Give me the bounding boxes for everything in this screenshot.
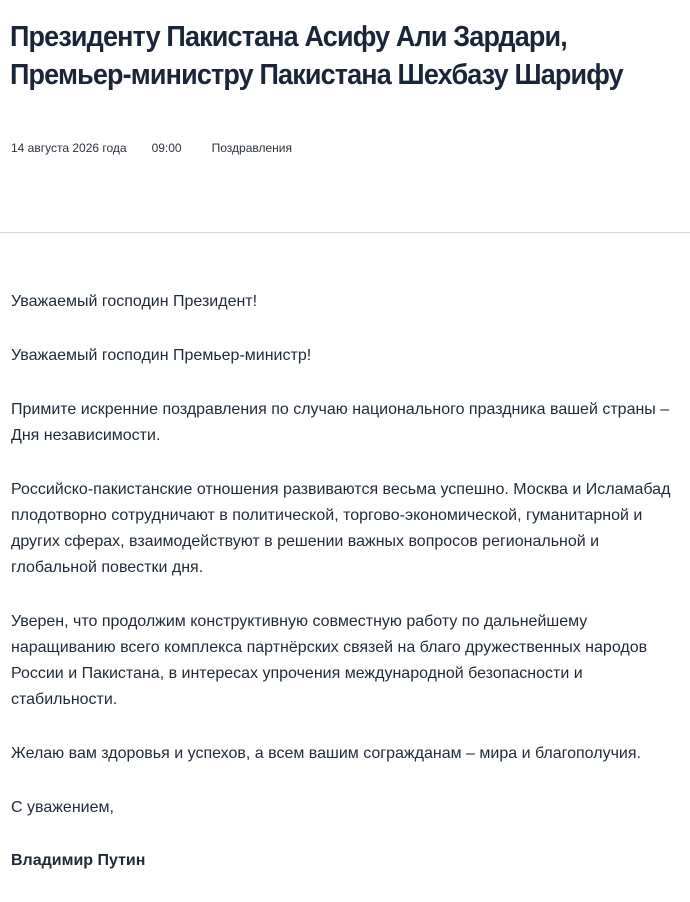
header-divider bbox=[0, 232, 690, 233]
letter-body bbox=[11, 289, 686, 902]
category-link[interactable]: Поздравления bbox=[211, 141, 292, 155]
signature: Владимир Путин bbox=[11, 852, 146, 869]
closing-regards: С уважением, bbox=[11, 799, 114, 816]
paragraph-relations: Российско-пакистанские отношения развиваются весьма успешно. Москва и Исламабад плодотворно сотрудничают в политической, торгово-экономической, гуманитарной и других сферах, взаимодействуют в решении важных вопросов региональной и глобальной повестки дня. bbox=[11, 481, 671, 576]
publish-date: 14 августа 2026 года bbox=[11, 141, 127, 155]
paragraph-wishes: Желаю вам здоровья и успехов, а всем вашим согражданам – мира и благополучия. bbox=[11, 745, 641, 762]
publish-time: 09:00 bbox=[151, 141, 182, 155]
greeting-president: Уважаемый господин Президент! bbox=[11, 293, 258, 310]
paragraph-congratulations: Примите искренние поздравления по случаю национального праздника вашей страны – Дня независимости. bbox=[11, 401, 670, 444]
paragraph-cooperation: Уверен, что продолжим конструктивную совместную работу по дальнейшему наращиванию всего комплекса партнёрских связей на благо дружественных народов России и Пакистана, в интересах упрочения международной безопасности и стабильности. bbox=[11, 613, 648, 708]
greeting-prime-minister: Уважаемый господин Премьер-министр! bbox=[11, 347, 312, 364]
page-title: Президенту Пакистана Асифу Али Зардари, Премьер-министру Пакистана Шехбазу Шарифу bbox=[10, 21, 623, 91]
article-meta bbox=[11, 140, 292, 156]
